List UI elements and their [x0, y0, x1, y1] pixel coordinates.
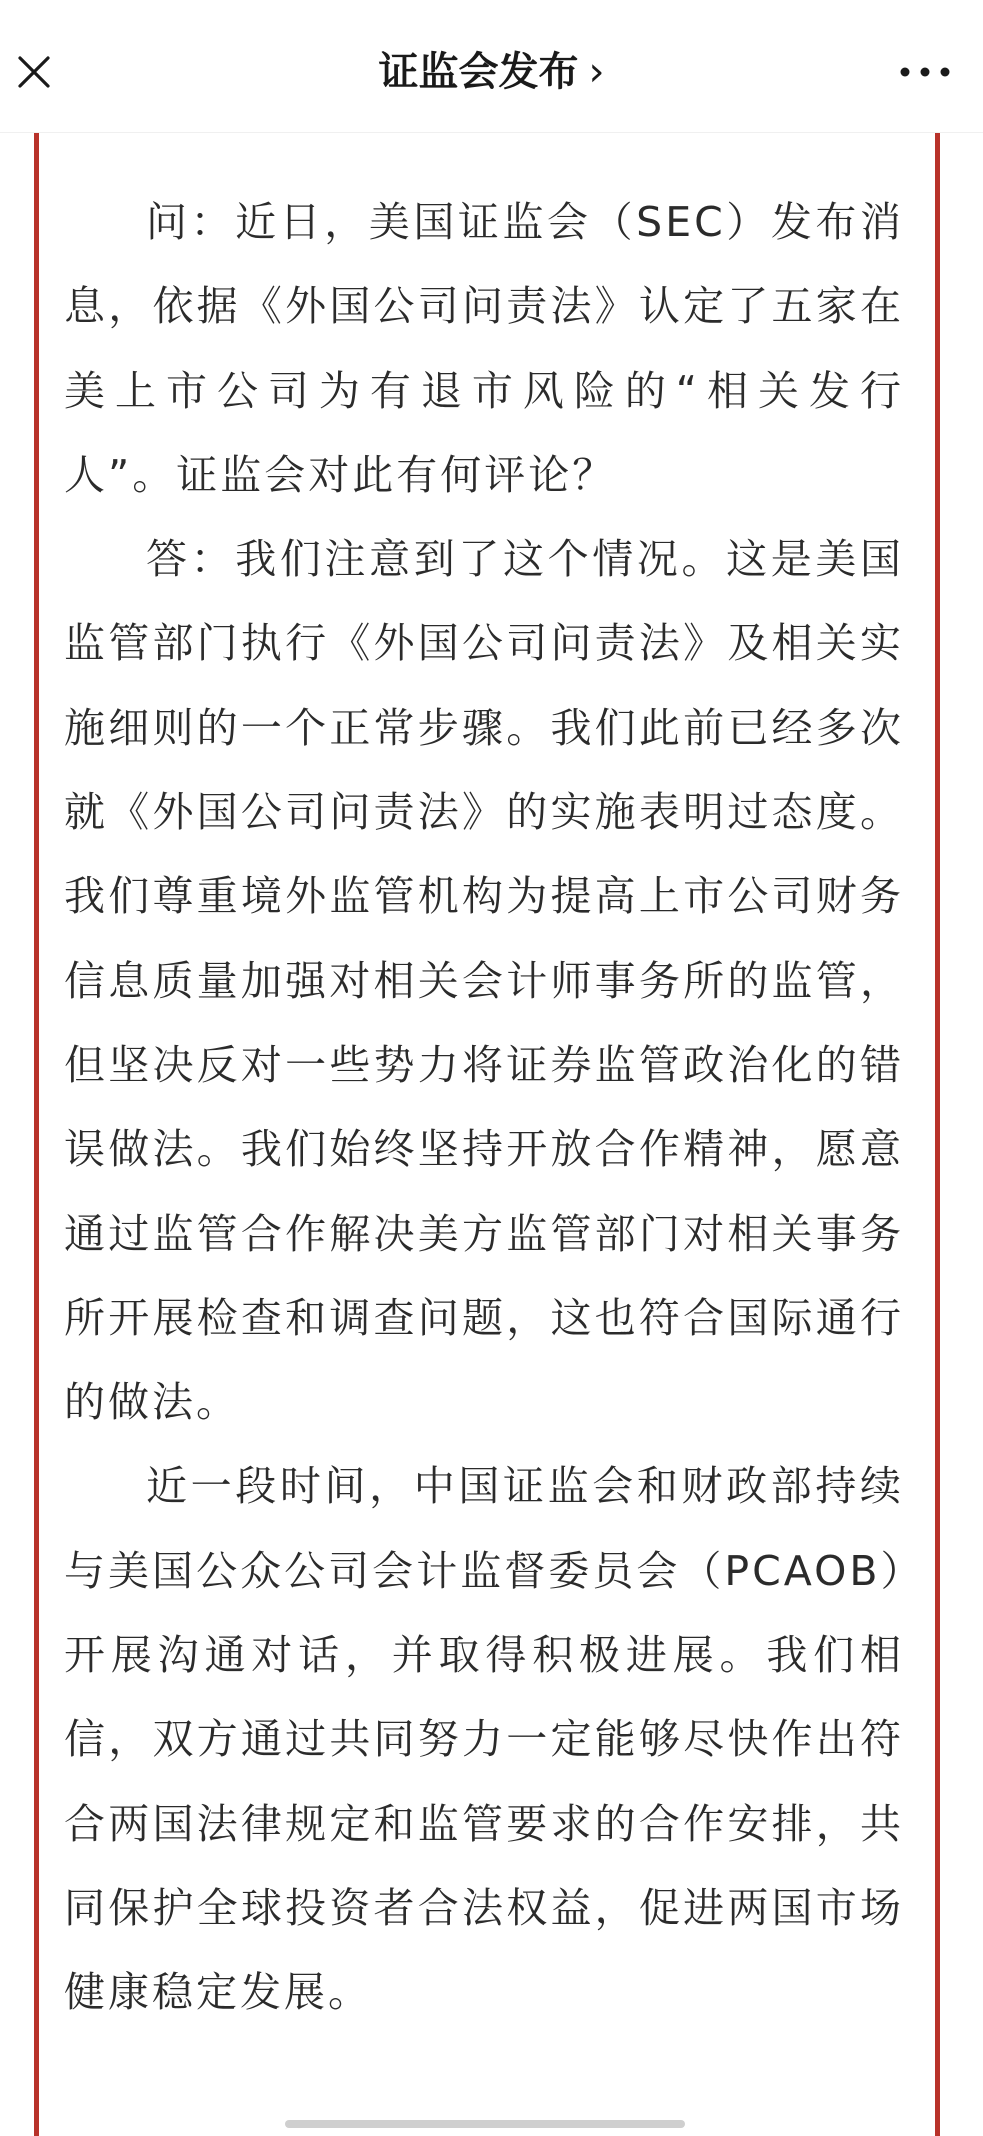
account-name: 证监会发布: [378, 49, 579, 95]
more-options-button[interactable]: [895, 52, 955, 92]
top-nav-bar: [0, 0, 983, 133]
chevron-right-icon: ›: [588, 49, 605, 95]
more-horizontal-icon: [899, 66, 951, 78]
article-paragraph-answer: 答：我们注意到了这个情况。这是美国监管部门执行《外国公司问责法》及相关实施细则的一个正常步骤。我们此前已经多次就《外国公司问责法》的实施表明过态度。我们尊重境外监管机构为提高上市公司财务信息质量加强对相关会计师事务所的监管，但坚决反对一些势力将证券监管政治化的错误做法。我们始终坚持开放合作精神，愿意通过监管合作解决美方监管部门对相关事务所开展检查和调查问题，这也符合国际通行的做法。: [64, 535, 904, 1427]
home-indicator[interactable]: [285, 2120, 685, 2128]
account-title-link[interactable]: [0, 42, 983, 102]
article-body: [64, 180, 904, 2035]
article-paragraph-question: 问：近日，美国证监会（SEC）发布消息，依据《外国公司问责法》认定了五家在美上市公司为有退市风险的“相关发行人”。证监会对此有何评论？: [64, 198, 904, 499]
article-paragraph-progress: 近一段时间，中国证监会和财政部持续与美国公众公司会计监督委员会（PCAOB）开展沟通对话，并取得积极进展。我们相信，双方通过共同努力一定能够尽快作出符合两国法律规定和监管要求的合作安排，共同保护全球投资者合法权益，促进两国市场健康稳定发展。: [64, 1462, 904, 2017]
